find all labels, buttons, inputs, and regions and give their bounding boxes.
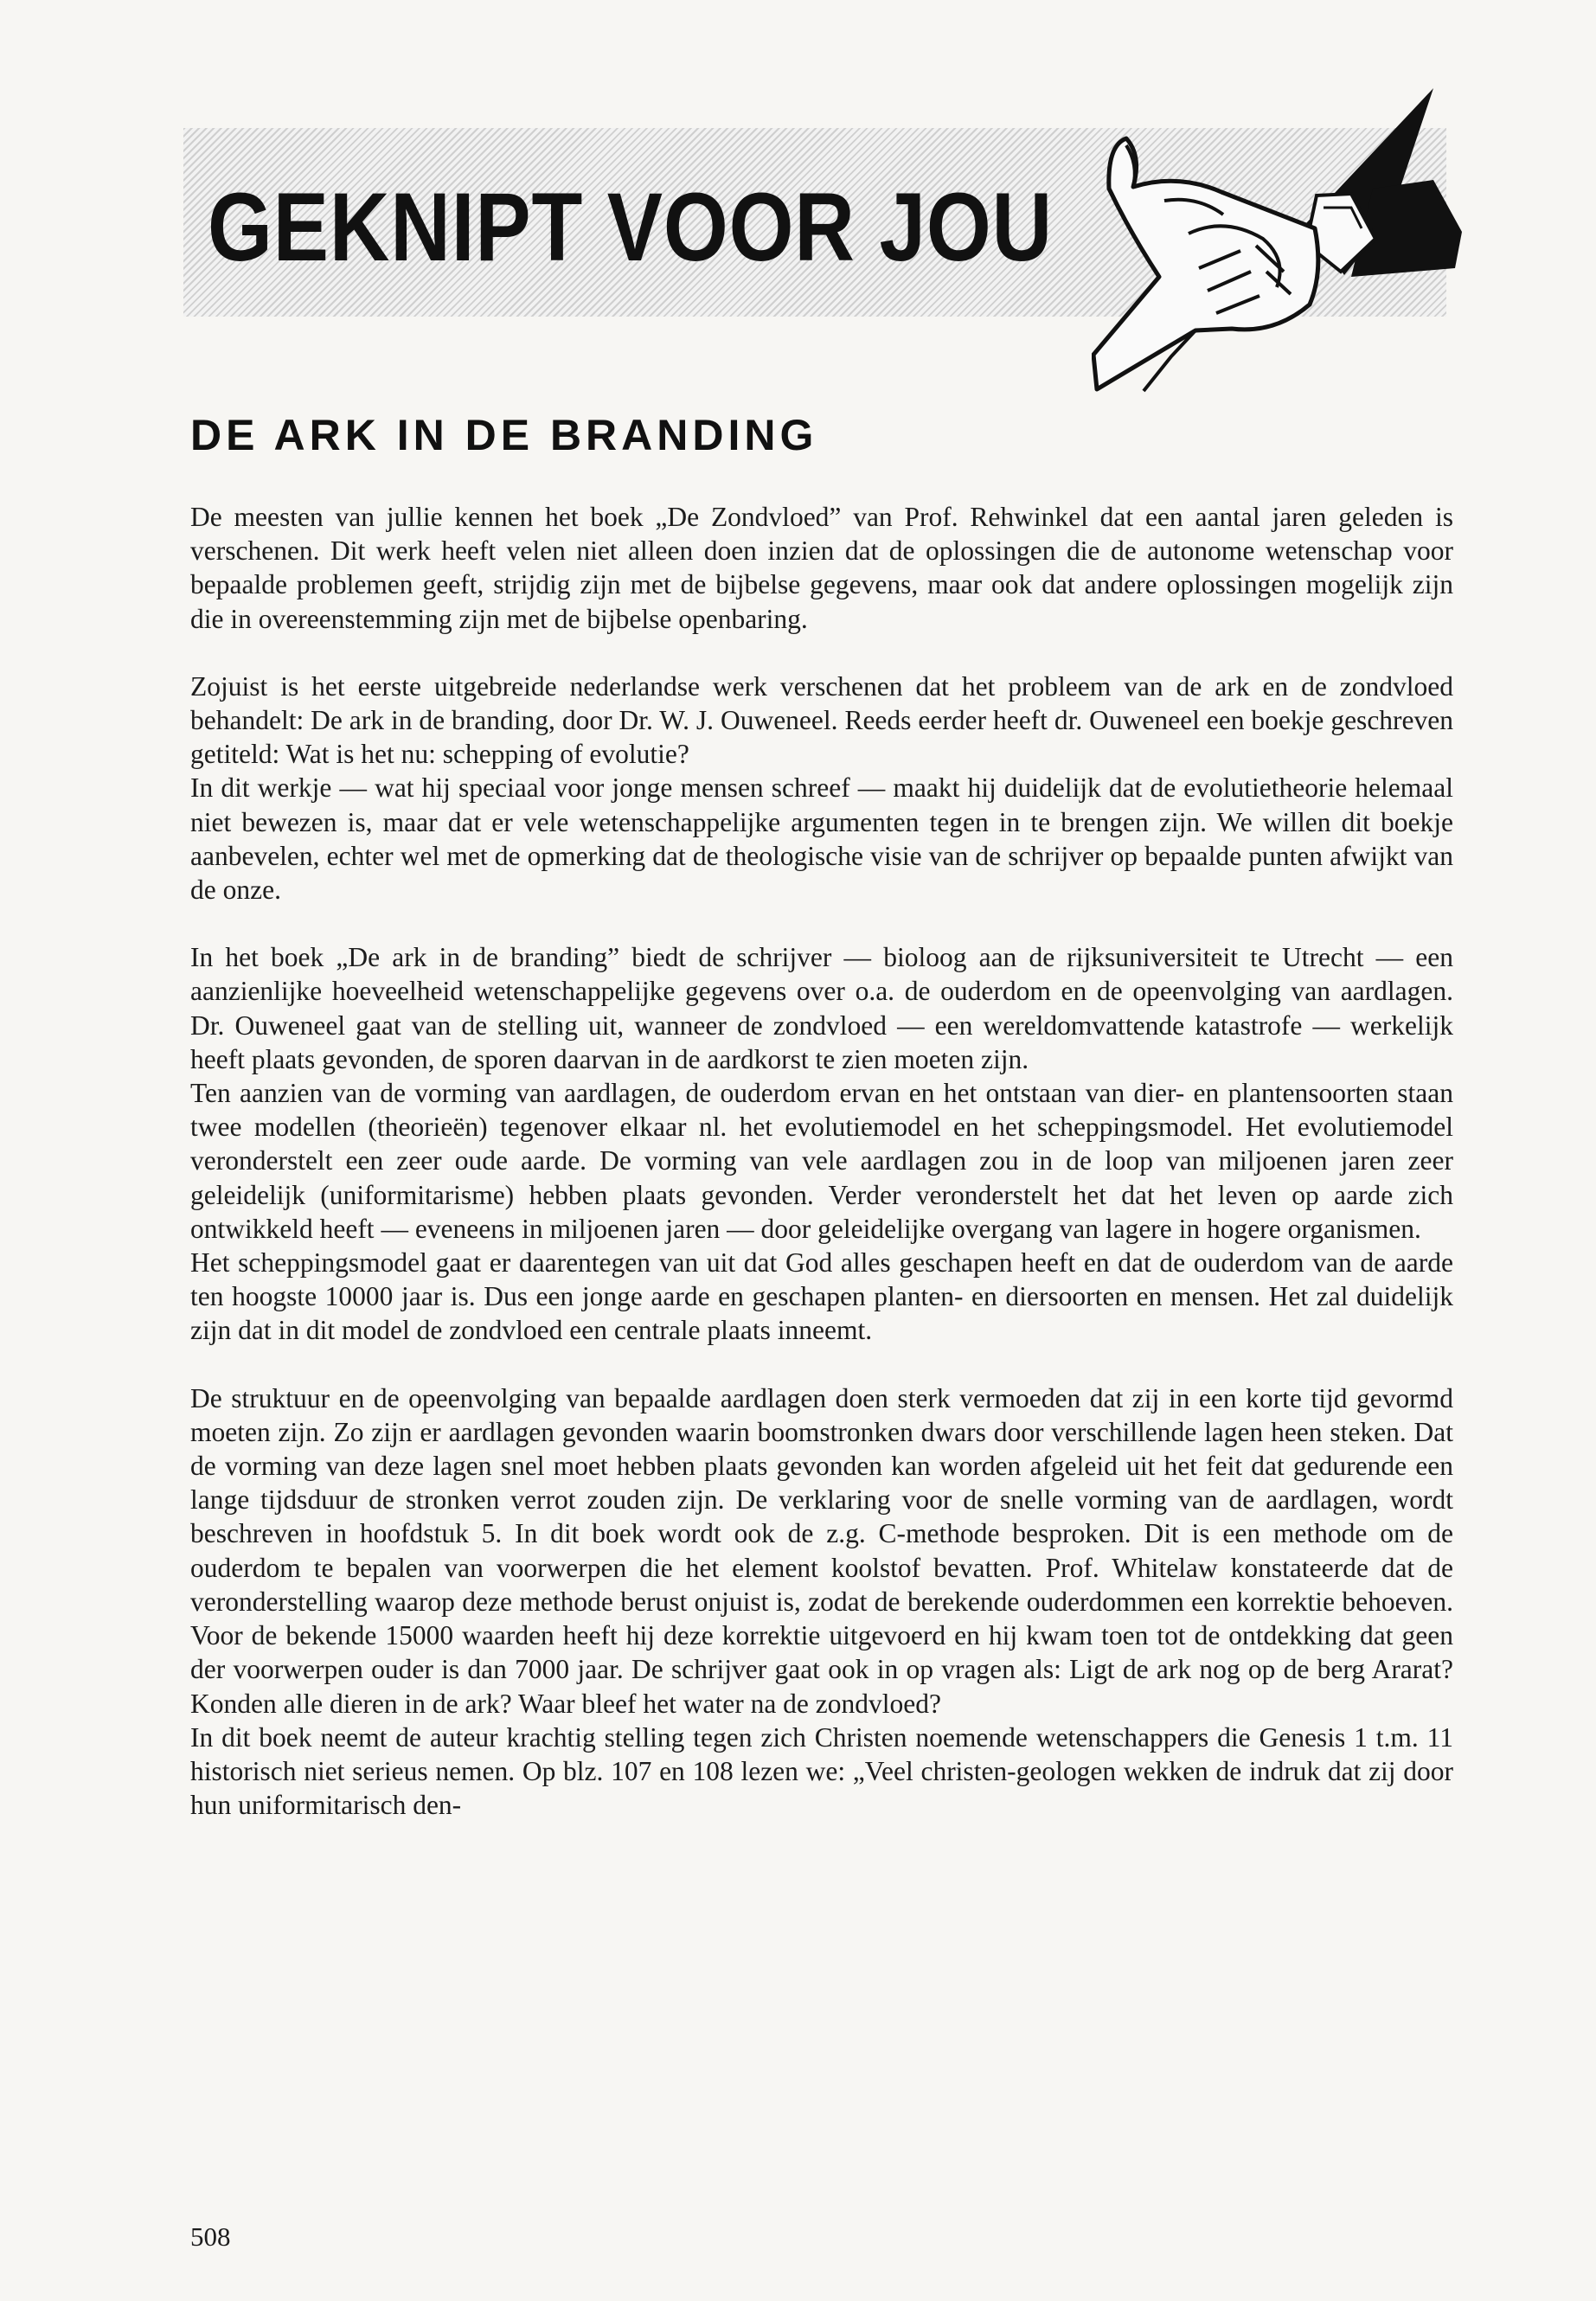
paragraph-2: Zojuist is het eerste uitgebreide nederlandse werk verschenen dat het probleem van de ark en de zondvloed behandelt: De ark in de branding, door Dr. W. J. Ouweneel. Reeds eerder heeft dr. Ouweneel een boekje geschreven getiteld: Wat is het nu: schepping of evolutie? <box>190 670 1453 770</box>
paragraph-8: In dit boek neemt de auteur krachtig stelling tegen zich Christen noemende wetenschappers die Genesis 1 t.m. 11 historisch niet serieus nemen. Op blz. 107 en 108 lezen we: „Veel christen-geologen wekken de indruk dat zij door hun uniformitarisch den- <box>190 1721 1453 1821</box>
paragraph-1: De meesten van jullie kennen het boek „De Zondvloed” van Prof. Rehwinkel dat een aantal jaren geleden is verschenen. Dit werk heeft velen niet alleen doen inzien dat de oplossingen die de autonome wetenschap voor bepaalde problemen geeft, strijdig zijn met de bijbelse gegevens, maar ook dat andere oplossingen mogelijk zijn die in overeenstemming zijn met de bijbelse openbaring. <box>190 502 1453 634</box>
banner-title: GEKNIPT VOOR JOU <box>208 173 1054 281</box>
paragraph-4: In het boek „De ark in de branding” biedt de schrijver — bioloog aan de rijksuniversiteit te Utrecht — een aanzienlijke hoeveelheid wetenschappelijke gegevens over o.a. de ouderdom en de opeenvolging van aardlagen. Dr. Ouweneel gaat van de stelling uit, wanneer de zondvloed — een wereldomvattende katastrofe — werkelijk heeft plaats gevonden, de sporen daarvan in de aardkorst te zien moeten zijn. <box>190 942 1453 1074</box>
paragraph-7: De struktuur en de opeenvolging van bepaalde aardlagen doen sterk vermoeden dat zij in een korte tijd gevormd moeten zijn. Zo zijn er aardlagen gevonden waarin boomstronken dwars door verschillende lagen heen steken. Dat de vorming van deze lagen snel moet hebben plaats gevonden kan worden afgeleid uit het feit dat gedurende een lange tijdsduur de stronken verrot zouden zijn. De verklaring voor de snelle vorming van de aardlagen, wordt beschreven in hoofdstuk 5. In dit boek wordt ook de z.g. C-methode besproken. Dit is een methode om de ouderdom te bepalen van voorwerpen die het element koolstof bevatten. Prof. Whitelaw konstateerde dat de veronderstelling waarop deze methode berust onjuist is, zodat de berekende ouderdommen een korrektie behoeven. Voor de bekende 15000 waarden heeft hij deze korrektie uitgevoerd en hij kwam toen tot de ontdekking dat geen der voorwerpen ouder is dan 7000 jaar. De schrijver gaat ook in op vragen als: Ligt de ark nog op de berg Ararat? Konden alle dieren in de ark? Waar bleef het water na de zondvloed? <box>190 1382 1453 1719</box>
article-title: DE ARK IN DE BRANDING <box>190 411 818 459</box>
paragraph-6: Het scheppingsmodel gaat er daarentegen van uit dat God alles geschapen heeft en dat de ouderdom van de aarde ten hoogste 10000 jaar is. Dus een jonge aarde en geschapen planten- en diersoorten en mensen. Het zal duidelijk zijn dat in dit model de zondvloed een centrale plaats inneemt. <box>190 1247 1453 1346</box>
paragraph-3: In dit werkje — wat hij speciaal voor jonge mensen schreef — maakt hij duidelijk dat de evolutietheorie helemaal niet bewezen is, maar dat er vele wetenschappelijke argumenten tegen in te brengen zijn. We willen dit boekje aanbevelen, echter wel met de opmerking dat de theologische visie van de schrijver op bepaalde punten afwijkt van de onze. <box>190 772 1453 906</box>
pointing-hand-icon <box>1092 87 1472 398</box>
article-body <box>190 500 1453 1822</box>
page-number: 508 <box>190 2221 231 2252</box>
paragraph-5: Ten aanzien van de vorming van aardlagen, de ouderdom ervan en het ontstaan van dier- en plantensoorten staan twee modellen (theorieën) tegenover elkaar nl. het evolutiemodel en het scheppingsmodel. Het evolutiemodel veronderstelt een zeer oude aarde. De vorming van vele aardlagen zou in de loop van miljoenen jaren zeer geleidelijk (uniformitarisme) hebben plaats gevonden. Verder veronderstelt het dat het leven op aarde zich ontwikkeld heeft — eveneens in miljoenen jaren — door geleidelijke overgang van lagere in hogere organismen. <box>190 1078 1453 1244</box>
